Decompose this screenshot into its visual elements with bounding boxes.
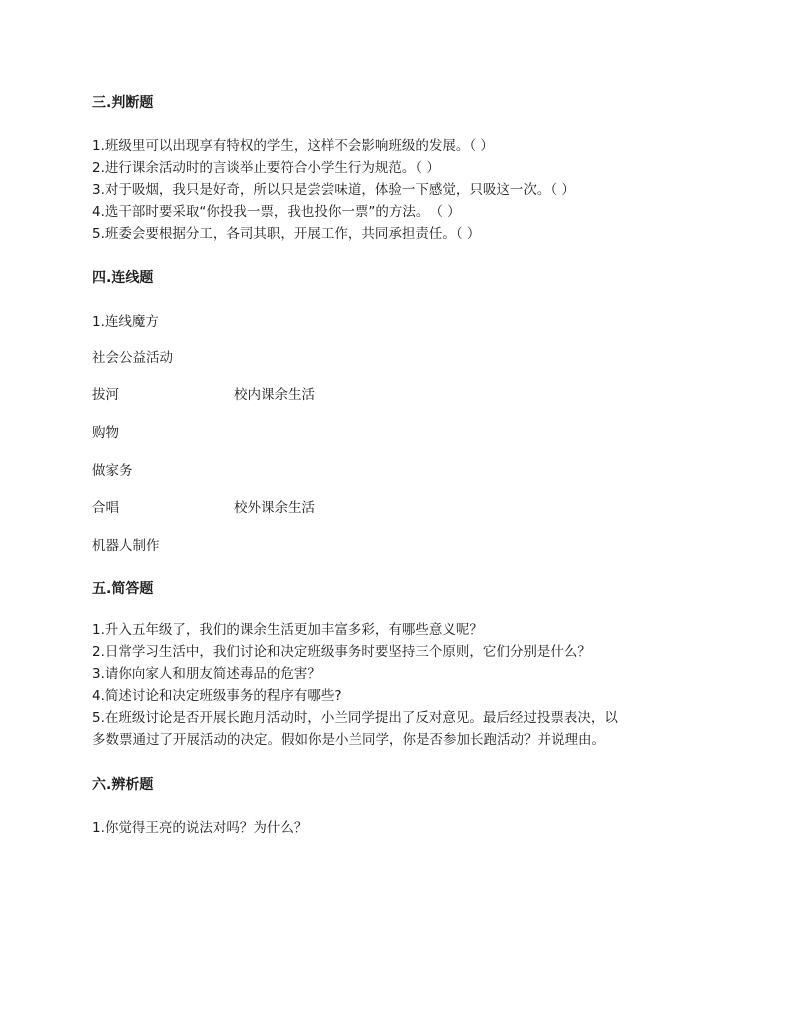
- match-left-item-4: 做家务: [92, 463, 133, 479]
- section-5-item-4: 4.简述讨论和决定班级事务的程序有哪些?: [92, 688, 342, 704]
- section-6-item-1: 1.你觉得王亮的说法对吗？为什么？: [92, 820, 308, 836]
- section-3-item-3: 3.对于吸烟，我只是好奇，所以只是尝尝味道，体验一下感觉，只吸这一次。（ ）: [92, 182, 575, 198]
- match-left-item-5: 合唱: [92, 500, 119, 516]
- match-left-item-2: 拔河: [92, 387, 119, 403]
- match-left-item-6: 机器人制作: [92, 538, 160, 554]
- section-5-title: 五.简答题: [92, 581, 154, 597]
- match-right-item-1: 校内课余生活: [234, 387, 315, 403]
- section-5-item-5-line-1: 5.在班级讨论是否开展长跑月活动时，小兰同学提出了反对意见。最后经过投票表决，以: [92, 710, 618, 726]
- section-5-item-1: 1.升入五年级了，我们的课余生活更加丰富多彩，有哪些意义呢？: [92, 622, 483, 638]
- section-5-item-5-line-2: 多数票通过了开展活动的决定。假如你是小兰同学，你是否参加长跑活动？并说理由。: [92, 732, 605, 748]
- section-3-item-4: 4.选干部时要采取“你投我一票，我也投你一票”的方法。 （ ）: [92, 204, 461, 220]
- match-left-item-1: 社会公益活动: [92, 350, 173, 366]
- section-3-title: 三.判断题: [92, 95, 154, 111]
- section-4-title: 四.连线题: [92, 270, 154, 286]
- section-5-item-3: 3.请你向家人和朋友简述毒品的危害？: [92, 666, 321, 682]
- section-3-item-5: 5.班委会要根据分工，各司其职，开展工作，共同承担责任。（ ）: [92, 226, 481, 242]
- match-right-item-2: 校外课余生活: [234, 500, 315, 516]
- match-left-item-3: 购物: [92, 425, 119, 441]
- section-5-item-2: 2.日常学习生活中，我们讨论和决定班级事务时要坚持三个原则，它们分别是什么？: [92, 644, 591, 660]
- section-3-item-2: 2.进行课余活动时的言谈举止要符合小学生行为规范。（ ）: [92, 160, 440, 176]
- section-3-item-1: 1.班级里可以出现享有特权的学生，这样不会影响班级的发展。（ ）: [92, 138, 494, 154]
- section-4-question: 1.连线魔方: [92, 314, 159, 330]
- section-6-title: 六.辨析题: [92, 777, 154, 793]
